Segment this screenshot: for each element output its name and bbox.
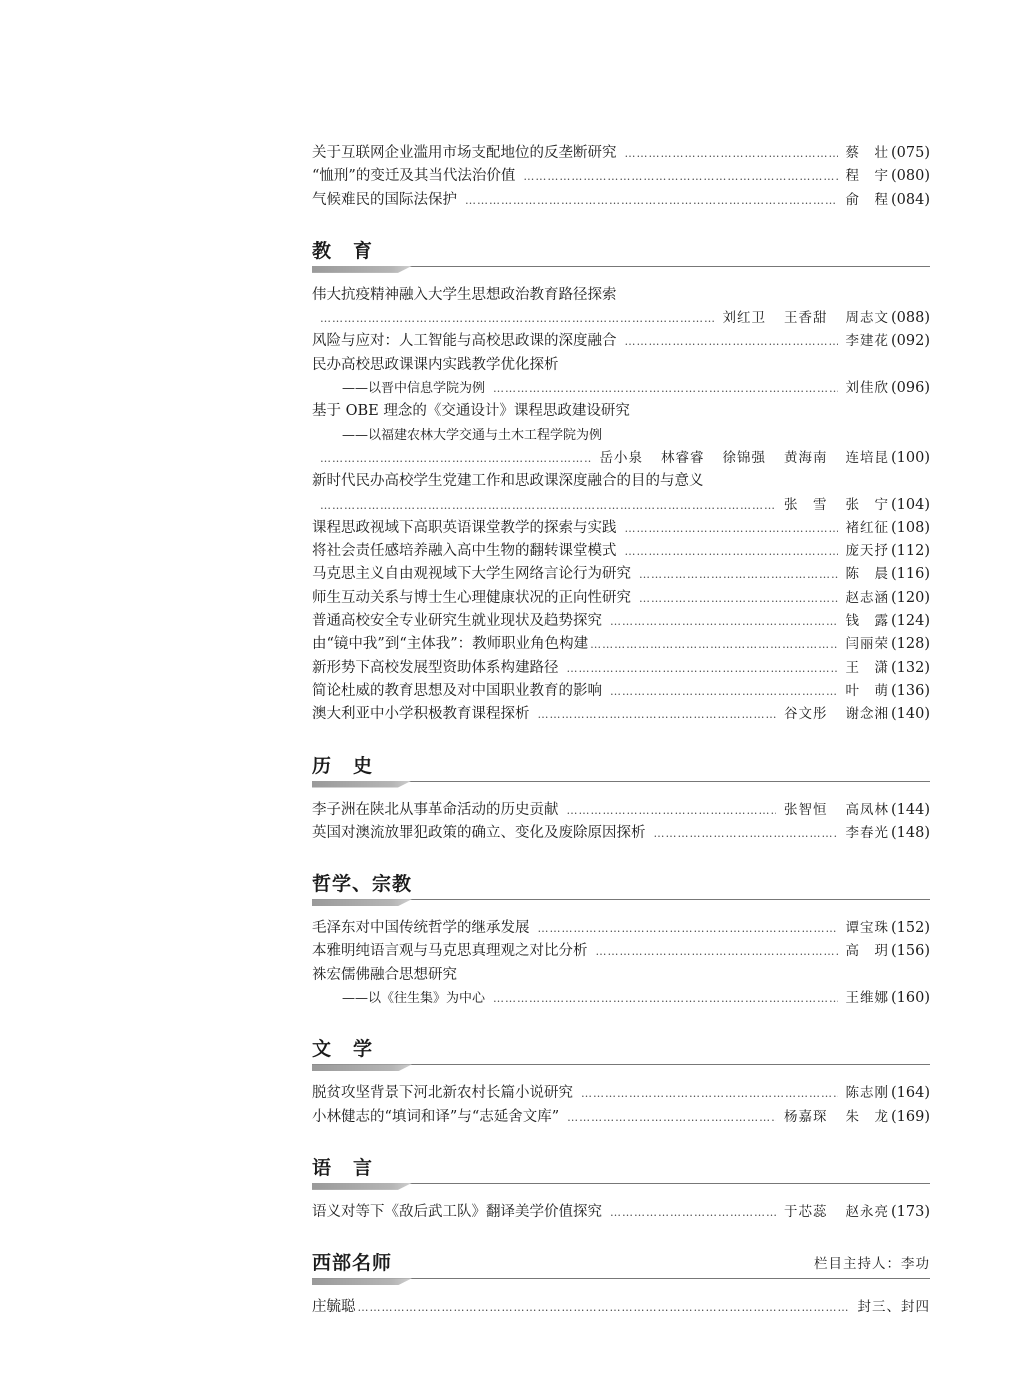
toc-entry-row xyxy=(312,165,930,188)
toc-entry-authors xyxy=(846,165,890,188)
toc-entry-row xyxy=(312,1296,930,1319)
toc-entry-title: 本雅明纯语言观与马克思真理观之对比分析 xyxy=(312,943,588,960)
toc-entry-subtitle: ——以福建农林大学交通与土木工程学院为例 xyxy=(342,427,603,443)
toc-entry-page: (136) xyxy=(891,682,930,699)
toc-entry-page: (112) xyxy=(891,543,930,560)
toc-entry xyxy=(312,917,930,940)
table-of-contents xyxy=(312,142,930,1320)
leader-dots xyxy=(320,307,715,330)
toc-entry-authors xyxy=(846,680,890,703)
leader-dots xyxy=(625,517,838,540)
toc-entry-authors xyxy=(858,1296,931,1319)
toc-entry-subtitle-row xyxy=(312,987,930,1010)
toc-entry-page: (144) xyxy=(891,801,930,818)
toc-entry-authors xyxy=(784,1106,889,1129)
divider-accent xyxy=(312,899,412,906)
author-name: 陈 晨 xyxy=(845,566,889,583)
section-divider xyxy=(312,1181,930,1191)
toc-entry-row xyxy=(312,189,930,212)
section-divider xyxy=(312,264,930,274)
toc-entry-row xyxy=(312,563,930,586)
author-name: 俞 程 xyxy=(845,191,889,208)
toc-entry xyxy=(312,964,930,1011)
toc-entry-authors xyxy=(846,822,890,845)
leader-dots xyxy=(625,330,838,353)
toc-entry-title: 毛泽东对中国传统哲学的继承发展 xyxy=(312,920,530,937)
toc-entry-row xyxy=(312,494,930,517)
toc-entry-page: (152) xyxy=(891,920,930,937)
leader-dots xyxy=(610,610,838,633)
toc-entry-row xyxy=(312,964,930,987)
section-title: 语言 xyxy=(312,1156,395,1179)
toc-entry-row xyxy=(312,680,930,703)
toc-entry-page: (160) xyxy=(891,990,930,1007)
toc-entry-row xyxy=(312,307,930,330)
section-divider xyxy=(312,897,930,907)
toc-entry-title: 袾宏儒佛融合思想研究 xyxy=(312,966,457,983)
toc-entry-authors xyxy=(846,517,890,540)
toc-entry-authors xyxy=(846,142,890,165)
toc-entry-authors xyxy=(846,940,890,963)
author-name: 刘佳欣 xyxy=(845,380,889,397)
toc-entry-title: 普通高校安全专业研究生就业现状及趋势探究 xyxy=(312,613,602,630)
toc-entry-row xyxy=(312,330,930,353)
section-header xyxy=(312,739,930,793)
toc-entry-authors xyxy=(846,917,890,940)
toc-entry-page: (124) xyxy=(891,613,930,630)
toc-section xyxy=(312,224,930,727)
section-title: 教育 xyxy=(312,239,395,262)
toc-section xyxy=(312,142,930,212)
toc-entry xyxy=(312,657,930,680)
author-name: 连培昆 xyxy=(845,449,889,466)
toc-entry-title: 简论杜威的教育思想及对中国职业教育的影响 xyxy=(312,682,602,699)
author-name: 李建花 xyxy=(845,333,889,350)
toc-entry xyxy=(312,563,930,586)
toc-entry xyxy=(312,822,930,845)
section-header xyxy=(312,224,930,278)
author-name: 李春光 xyxy=(845,824,889,841)
toc-entry-title: 英国对澳流放罪犯政策的确立、变化及废除原因探析 xyxy=(312,824,646,841)
author-name: 张智恒 xyxy=(784,801,828,818)
author-name: 谢念湘 xyxy=(845,706,889,723)
toc-entry-page: (075) xyxy=(891,145,930,161)
toc-entry-page: (108) xyxy=(891,519,930,536)
toc-entry-subtitle-row xyxy=(312,377,930,400)
toc-entry-authors xyxy=(723,307,890,330)
toc-entry xyxy=(312,703,930,726)
toc-section xyxy=(312,1022,930,1129)
toc-entry-authors xyxy=(846,610,890,633)
author-name: 蔡 壮 xyxy=(845,145,889,161)
toc-entry-authors xyxy=(846,189,890,212)
toc-entry xyxy=(312,680,930,703)
leader-dots xyxy=(590,633,837,656)
section-divider xyxy=(312,1062,930,1072)
toc-entry-authors xyxy=(846,330,890,353)
toc-entry xyxy=(312,1296,930,1319)
toc-entry-authors xyxy=(846,587,890,610)
toc-entry-authors xyxy=(600,447,890,470)
leader-dots xyxy=(493,377,837,400)
author-name: 谷文彤 xyxy=(784,706,828,723)
author-name: 封三、封四 xyxy=(857,1299,930,1316)
toc-entry xyxy=(312,540,930,563)
toc-entry-row xyxy=(312,917,930,940)
toc-entry-title: 脱贫攻坚背景下河北新农村长篇小说研究 xyxy=(312,1085,573,1102)
leader-dots xyxy=(523,165,837,188)
section-title: 历史 xyxy=(312,754,395,777)
toc-entry xyxy=(312,354,930,401)
toc-section xyxy=(312,1141,930,1224)
toc-entry-row xyxy=(312,447,930,470)
leader-dots xyxy=(358,1296,850,1319)
section-header xyxy=(312,1022,930,1076)
toc-entry-authors xyxy=(846,633,890,656)
toc-entry xyxy=(312,1082,930,1105)
author-name: 褚红征 xyxy=(845,519,889,536)
toc-entry-subtitle-row xyxy=(312,424,930,447)
toc-entry-row xyxy=(312,540,930,563)
toc-entry-page: (116) xyxy=(891,566,930,583)
author-name: 王维娜 xyxy=(845,990,889,1007)
toc-entry-page: (156) xyxy=(891,943,930,960)
toc-entry-row xyxy=(312,284,930,307)
leader-dots xyxy=(567,1106,776,1129)
toc-entry-subtitle: ——以《往生集》为中心 xyxy=(342,991,486,1007)
leader-dots xyxy=(567,799,777,822)
leader-dots xyxy=(320,447,592,470)
toc-entry-row xyxy=(312,400,930,423)
author-name: 高凤林 xyxy=(845,801,889,818)
author-name: 陈志刚 xyxy=(845,1085,889,1102)
leader-dots xyxy=(465,189,838,212)
toc-entry xyxy=(312,1201,930,1224)
divider-accent xyxy=(312,781,412,788)
author-name: 朱 龙 xyxy=(845,1108,889,1125)
toc-entry-subtitle: ——以晋中信息学院为例 xyxy=(342,381,486,397)
toc-entry-title: 语义对等下《敌后武工队》翻译美学价值探究 xyxy=(312,1203,602,1220)
leader-dots xyxy=(639,587,838,610)
author-name: 于芯蕊 xyxy=(784,1203,828,1220)
toc-entry-authors xyxy=(846,987,890,1010)
toc-entry xyxy=(312,284,930,331)
author-name: 王 潇 xyxy=(845,659,889,676)
author-name: 谭宝珠 xyxy=(845,920,889,937)
toc-entry-page: (096) xyxy=(891,380,930,397)
leader-dots xyxy=(320,494,776,517)
author-name: 周志文 xyxy=(845,310,889,327)
toc-section xyxy=(312,1236,930,1319)
toc-entry-authors xyxy=(846,1082,890,1105)
toc-entry-title: 澳大利亚中小学积极教育课程探析 xyxy=(312,706,530,723)
toc-entry-page: (148) xyxy=(891,824,930,841)
toc-entry-authors xyxy=(846,657,890,680)
toc-entry-title: 风险与应对：人工智能与高校思政课的深度融合 xyxy=(312,333,617,350)
toc-entry-row xyxy=(312,657,930,680)
section-host: 栏目主持人：李功 xyxy=(814,1256,930,1273)
toc-entry-row xyxy=(312,610,930,633)
author-name: 黄海南 xyxy=(784,449,828,466)
toc-entry-page: (084) xyxy=(891,191,930,208)
toc-entry-authors xyxy=(784,703,889,726)
toc-entry xyxy=(312,189,930,212)
toc-entry-title: 新时代民办高校学生党建工作和思政课深度融合的目的与意义 xyxy=(312,473,704,490)
leader-dots xyxy=(538,917,838,940)
toc-entry-title: 马克思主义自由观视域下大学生网络言论行为研究 xyxy=(312,566,631,583)
toc-entry-title: 李子洲在陕北从事革命活动的历史贡献 xyxy=(312,801,559,818)
leader-dots xyxy=(625,142,838,165)
toc-entry-page: (128) xyxy=(891,636,930,653)
toc-entry-row xyxy=(312,822,930,845)
toc-entry-page: (164) xyxy=(891,1085,930,1102)
author-name: 岳小泉 xyxy=(599,449,643,466)
leader-dots xyxy=(639,563,838,586)
author-name: 王香甜 xyxy=(784,310,828,327)
toc-entry-row xyxy=(312,1082,930,1105)
section-title: 哲学、宗教 xyxy=(312,873,413,896)
toc-entry-page: (169) xyxy=(891,1108,930,1125)
toc-entry xyxy=(312,587,930,610)
toc-entry-row xyxy=(312,470,930,493)
toc-entry xyxy=(312,799,930,822)
author-name: 叶 萌 xyxy=(845,682,889,699)
toc-entry xyxy=(312,633,930,656)
section-title: 文学 xyxy=(312,1038,395,1061)
author-name: 徐锦强 xyxy=(722,449,766,466)
author-name: 闫丽荣 xyxy=(845,636,889,653)
toc-entry-page: (104) xyxy=(891,496,930,513)
toc-entry-row xyxy=(312,703,930,726)
toc-entry-row xyxy=(312,517,930,540)
toc-entry-page: (140) xyxy=(891,706,930,723)
toc-entry-title: “恤刑”的变迁及其当代法治价值 xyxy=(312,168,516,185)
toc-entry-page: (080) xyxy=(891,168,930,185)
divider-accent xyxy=(312,1278,412,1285)
leader-dots xyxy=(567,657,838,680)
toc-entry-title: 课程思政视域下高职英语课堂教学的探索与实践 xyxy=(312,519,617,536)
toc-entry-authors xyxy=(846,540,890,563)
section-header xyxy=(312,1236,930,1290)
author-name: 赵永亮 xyxy=(845,1203,889,1220)
toc-entry-authors xyxy=(784,494,889,517)
toc-entry xyxy=(312,1106,930,1129)
divider-accent xyxy=(312,1064,412,1071)
toc-entry xyxy=(312,940,930,963)
leader-dots xyxy=(625,540,838,563)
toc-entry-row xyxy=(312,799,930,822)
toc-entry-title: 小林健志的“填词和译”与“志延舍文库” xyxy=(312,1108,560,1125)
toc-entry-row xyxy=(312,354,930,377)
author-name: 林睿睿 xyxy=(661,449,705,466)
toc-entry-page: (092) xyxy=(891,333,930,350)
toc-entry-authors xyxy=(846,563,890,586)
toc-section xyxy=(312,857,930,1010)
section-header xyxy=(312,857,930,911)
leader-dots xyxy=(610,1201,776,1224)
toc-entry-page: (132) xyxy=(891,659,930,676)
toc-entry-page: (100) xyxy=(891,449,930,466)
author-name: 程 宇 xyxy=(845,168,889,185)
leader-dots xyxy=(493,987,837,1010)
toc-entry-authors xyxy=(784,799,889,822)
toc-entry xyxy=(312,517,930,540)
author-name: 高 玥 xyxy=(845,943,889,960)
toc-entry-row xyxy=(312,142,930,165)
toc-entry-title: 基于 OBE 理念的《交通设计》课程思政建设研究 xyxy=(312,403,630,420)
toc-entry-title: 伟大抗疫精神融入大学生思想政治教育路径探索 xyxy=(312,286,617,303)
toc-entry xyxy=(312,610,930,633)
author-name: 刘红卫 xyxy=(722,310,766,327)
toc-entry-title: 气候难民的国际法保护 xyxy=(312,191,457,208)
author-name: 杨嘉琛 xyxy=(784,1108,828,1125)
author-name: 张 宁 xyxy=(845,496,889,513)
author-name: 张 雪 xyxy=(784,496,828,513)
toc-entry-title: 由“镜中我”到“主体我”：教师职业角色构建 xyxy=(312,636,589,653)
section-header xyxy=(312,1141,930,1195)
toc-entry-row xyxy=(312,633,930,656)
toc-section xyxy=(312,739,930,846)
toc-entry-authors xyxy=(846,377,890,400)
author-name: 赵志涵 xyxy=(845,589,889,606)
toc-entry-row xyxy=(312,1106,930,1129)
toc-entry-page: (120) xyxy=(891,589,930,606)
toc-entry-page: (173) xyxy=(891,1203,930,1220)
toc-entry-title: 师生互动关系与博士生心理健康状况的正向性研究 xyxy=(312,589,631,606)
leader-dots xyxy=(654,822,838,845)
toc-entry-title: 庄毓聪 xyxy=(312,1299,356,1316)
leader-dots xyxy=(538,703,777,726)
section-title: 西部名师 xyxy=(312,1252,393,1275)
divider-accent xyxy=(312,266,412,273)
toc-entry-authors xyxy=(784,1201,889,1224)
leader-dots xyxy=(596,940,838,963)
toc-entry-row xyxy=(312,1201,930,1224)
toc-entry-title: 将社会责任感培养融入高中生物的翻转课堂模式 xyxy=(312,543,617,560)
toc-entry xyxy=(312,470,930,517)
author-name: 钱 露 xyxy=(845,613,889,630)
section-divider xyxy=(312,779,930,789)
toc-entry-title: 新形势下高校发展型资助体系构建路径 xyxy=(312,659,559,676)
divider-accent xyxy=(312,1183,412,1190)
toc-entry-row xyxy=(312,587,930,610)
author-name: 庞天抒 xyxy=(845,543,889,560)
toc-entry-page: (088) xyxy=(891,310,930,327)
toc-entry xyxy=(312,165,930,188)
toc-entry-title: 民办高校思政课课内实践教学优化探析 xyxy=(312,356,559,373)
toc-entry xyxy=(312,330,930,353)
leader-dots xyxy=(581,1082,838,1105)
leader-dots xyxy=(610,680,838,703)
toc-entry xyxy=(312,142,930,165)
toc-entry-row xyxy=(312,940,930,963)
toc-entry xyxy=(312,400,930,470)
toc-entry-title: 关于互联网企业滥用市场支配地位的反垄断研究 xyxy=(312,145,617,161)
section-divider xyxy=(312,1276,930,1286)
